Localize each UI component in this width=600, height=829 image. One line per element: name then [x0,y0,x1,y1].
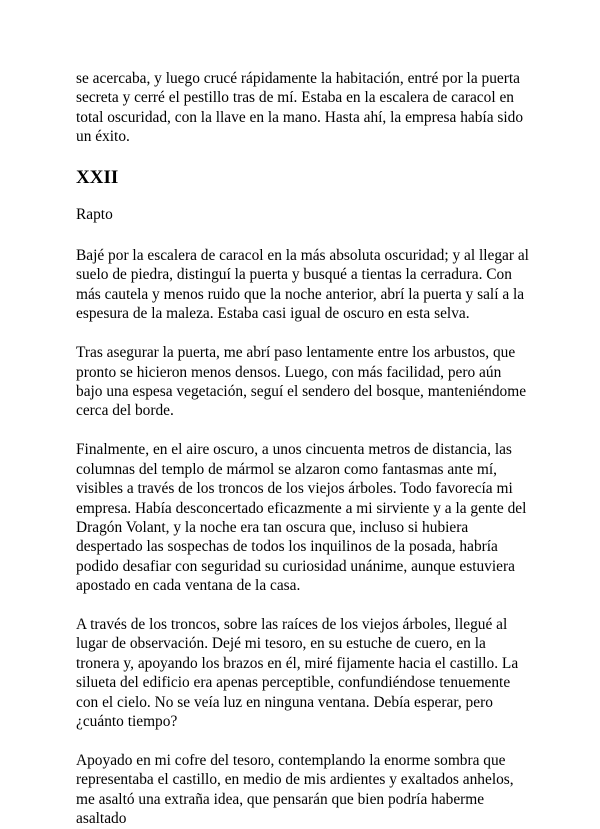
continuation-paragraph: se acercaba, y luego crucé rápidamente la habitación, entré por la puerta secreta y cerré el pestillo tras de mí. Estaba en la escalera de caracol en total oscuridad, con la llave en la mano. Hasta ahí, la empresa había sido un éxito. [76,70,524,146]
body-paragraph: Finalmente, en el aire oscuro, a unos cincuenta metros de distancia, las columnas del templo de mármol se alzaron como fantasmas ante mí, visibles a través de los troncos de los viejos árboles. Todo favorecía mi empresa. Había desconcertado eficazmente a mi sirviente y a la gente del Dragón Volant, y la noche era tan oscura que, incluso si hubiera despertado las sospechas de todos los inquilinos de la posada, habría podido desafiar con seguridad su curiosidad unánime, aunque estuviera apostado en cada ventana de la casa. [76,441,527,595]
chapter-number: XXII [76,166,119,188]
body-paragraph: Bajé por la escalera de caracol en la más absoluta oscuridad; y al llegar al suelo de piedra, distinguí la puerta y busqué a tientas la cerradura. Con más cautela y menos ruido que la noche anterior, abrí la puerta y salí a la espesura de la maleza. Estaba casi igual de oscuro en esta selva. [76,247,529,323]
chapter-title: Rapto [76,205,113,223]
body-paragraph: Tras asegurar la puerta, me abrí paso lentamente entre los arbustos, que pronto se hicieron menos densos. Luego, con más facilidad, pero aún bajo una espesa vegetación, seguí el sendero del bosque, manteniéndome cerca del borde. [76,344,527,420]
body-paragraph: Apoyado en mi cofre del tesoro, contemplando la enorme sombra que representaba el castillo, en medio de mis ardientes y exaltados anhelos, me asaltó una extraña idea, que pensarán que bien podría haberme asaltado [76,751,514,828]
chapter-body [76,246,530,829]
body-paragraph: A través de los troncos, sobre las raíces de los viejos árboles, llegué al lugar de observación. Dejé mi tesoro, en su estuche de cuero, en la tronera y, apoyando los brazos en él, miré fijamente hacia el castillo. La silueta del edificio era apenas perceptible, confundiéndose tenuemente con el cielo. No se veía luz en ninguna ventana. Debía esperar, pero ¿cuánto tiempo? [76,616,519,731]
